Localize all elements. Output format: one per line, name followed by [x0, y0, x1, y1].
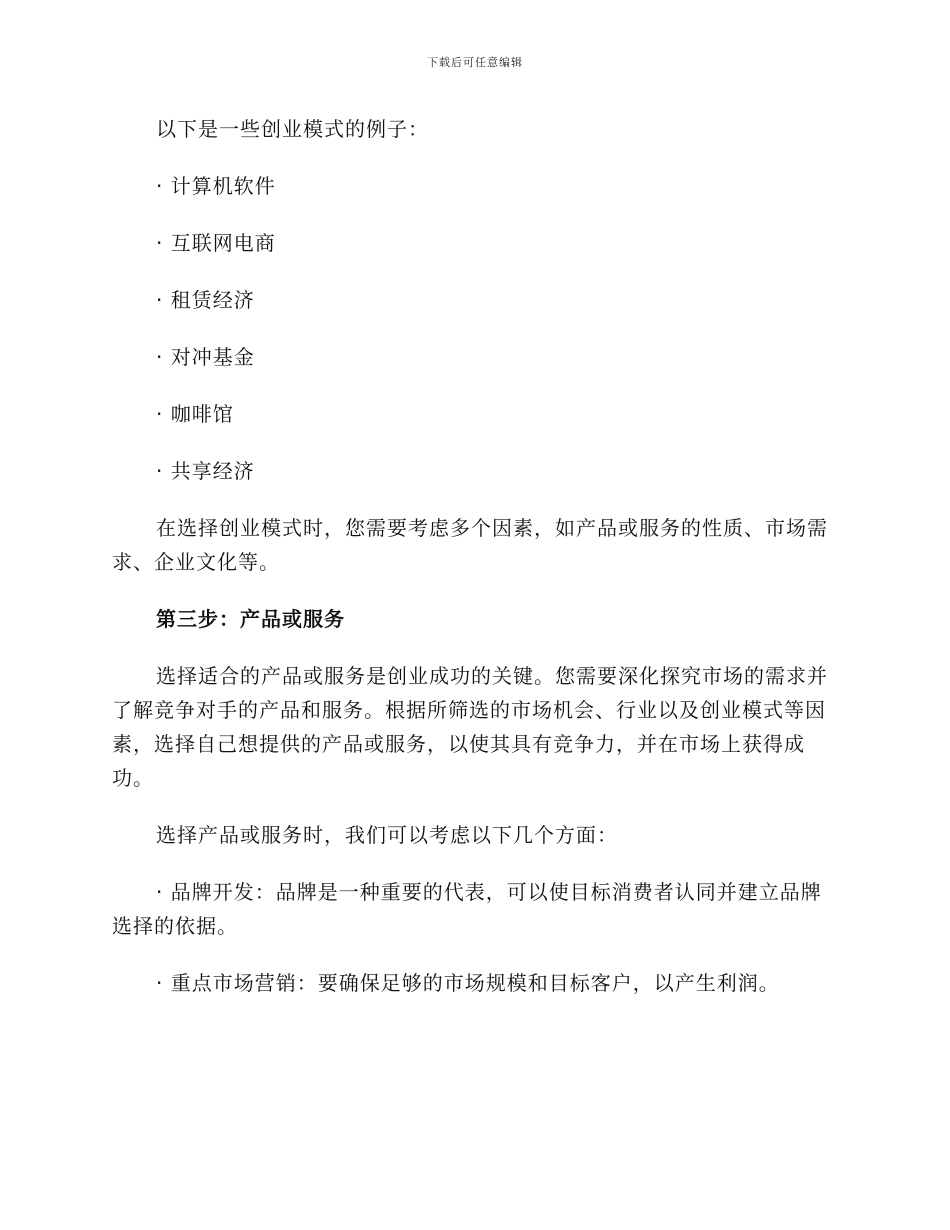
list-item: · 互联网电商	[156, 231, 276, 255]
step3-paragraph: 选择适合的产品或服务是创业成功的关键。您需要深化探究市场的需求并了解竞争对手的产品和服务。根据所筛选的市场机会、行业以及创业模式等因素，选择自己想提供的产品或服务，以使其具有竞争力，并在市场上获得成功。	[112, 664, 828, 790]
list-item: · 共享经济	[156, 459, 255, 483]
page-header: 下载后可任意编辑	[427, 56, 523, 69]
intro-paragraph: 以下是一些创业模式的例子：	[156, 117, 429, 141]
aspect-item-marketing: · 重点市场营销：要确保足够的市场规模和目标客户，以产生利润。	[156, 971, 780, 995]
document-body	[112, 112, 832, 1023]
list-item: · 租赁经济	[156, 288, 255, 312]
section-heading: 第三步：产品或服务	[156, 607, 345, 631]
aspect-item-brand: · 品牌开发：品牌是一种重要的代表，可以使目标消费者认同并建立品牌选择的依据。	[112, 880, 822, 938]
list-item: · 咖啡馆	[156, 402, 234, 426]
list-item: · 计算机软件	[156, 174, 276, 198]
aspects-intro-paragraph: 选择产品或服务时，我们可以考虑以下几个方面：	[156, 823, 618, 847]
list-item: · 对冲基金	[156, 345, 255, 369]
consider-paragraph: 在选择创业模式时，您需要考虑多个因素，如产品或服务的性质、市场需求、企业文化等。	[112, 516, 828, 574]
